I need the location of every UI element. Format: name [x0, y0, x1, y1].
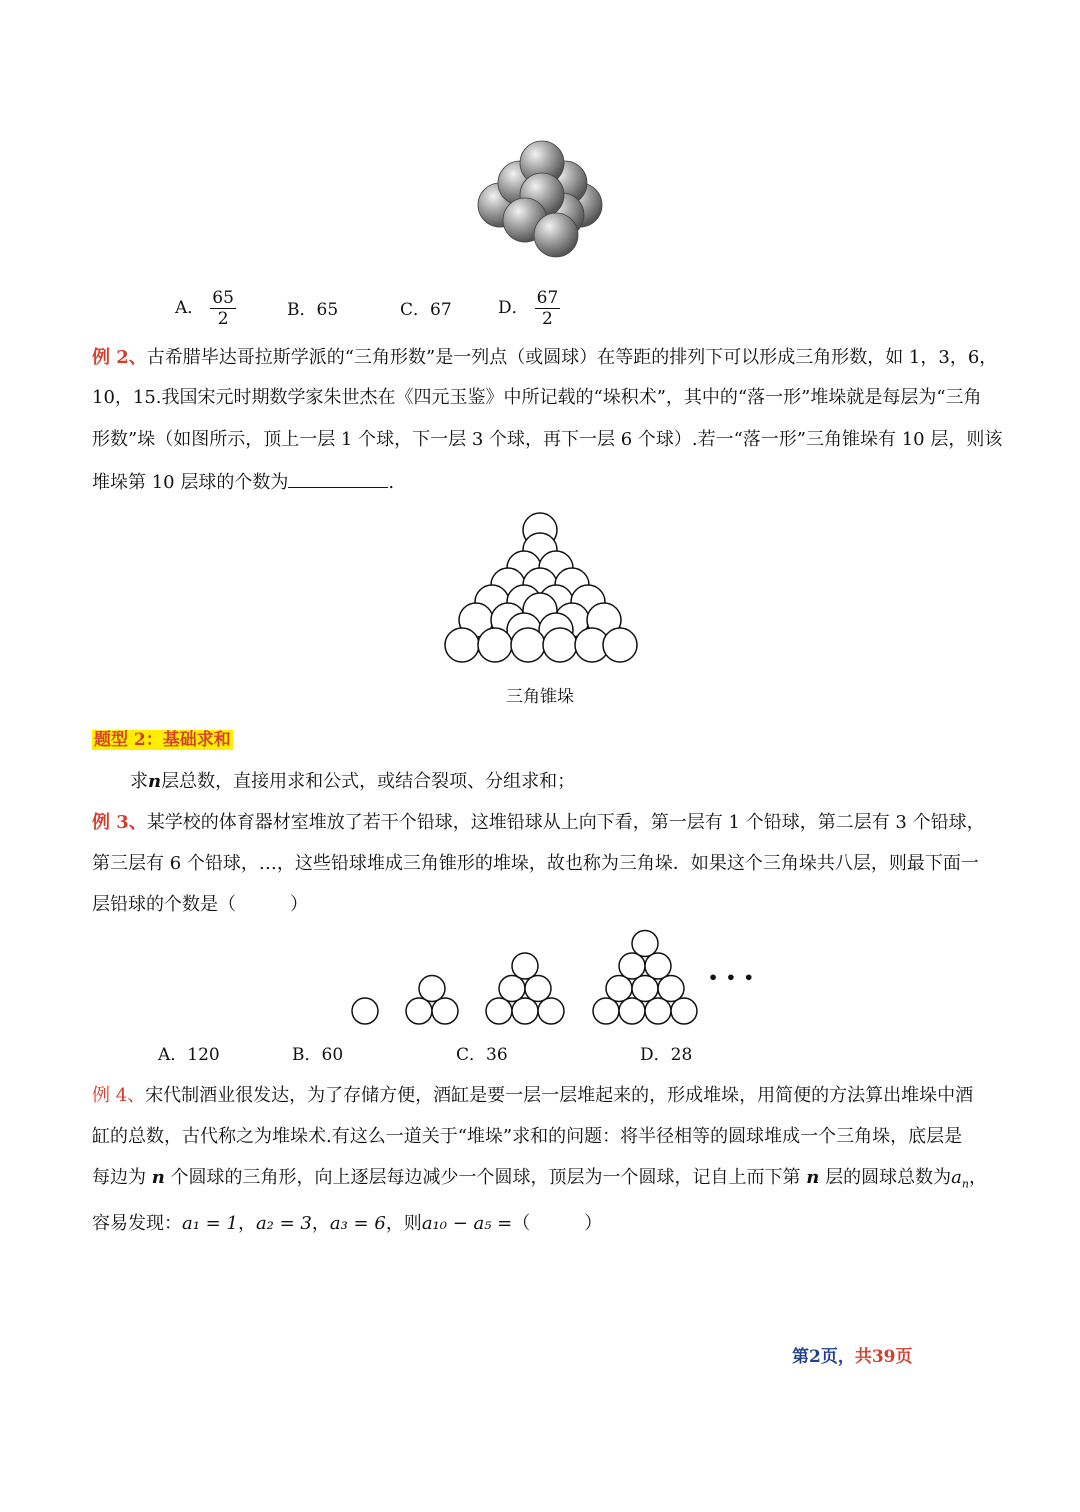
stack-ball — [632, 931, 658, 957]
section2-title: 题型 2：基础求和 — [94, 730, 231, 750]
stack-ball — [645, 998, 671, 1024]
q3-option-a: A．120 — [158, 1045, 220, 1065]
triangular-pile-figure — [440, 510, 640, 685]
stack-ball — [619, 953, 645, 979]
page-footer: 第2页，共39页 — [792, 1347, 913, 1367]
stack-ball — [525, 976, 551, 1002]
stack-ball — [632, 976, 658, 1002]
q1-option-a — [175, 288, 236, 329]
top-ball-pyramid-figure — [470, 135, 615, 260]
stack-ball — [512, 998, 538, 1024]
example3-line3: 层铅球的个数是（ ） — [92, 894, 308, 915]
answer-blank[interactable] — [288, 469, 388, 488]
stack-ball — [645, 953, 671, 979]
example2-line2: 10，15.我国宋元时期数学家朱世杰在《四元玉鉴》中所记载的“垛积术”，其中的“落一形”堆垛就是每层为“三角 — [92, 387, 982, 408]
stack-ball — [432, 998, 458, 1024]
stack-ball — [671, 998, 697, 1024]
stack-ball — [499, 976, 525, 1002]
stack-ball — [352, 998, 378, 1024]
stack-ball — [619, 998, 645, 1024]
stack-ball — [606, 976, 632, 1002]
stack-ball — [406, 998, 432, 1024]
example2-line4: 堆垛第 10 层球的个数为 . — [92, 469, 394, 495]
example4-line2: 缸的总数，古代称之为堆垛术.有这么一道关于“堆垛”求和的问题：将半径相等的圆球堆成一个三角垛，底层是 — [92, 1126, 963, 1147]
stack-ball — [658, 976, 684, 1002]
q1-option-b — [287, 299, 338, 321]
q1-option-c-value: 67 — [430, 300, 452, 320]
q3-option-b: B．60 — [292, 1045, 344, 1065]
pile-ball — [511, 628, 545, 662]
q1-option-c — [400, 299, 452, 321]
pile-ball — [445, 628, 479, 662]
stack-ball — [593, 998, 619, 1024]
q1-option-d-label: D． — [498, 298, 529, 318]
pile-ball — [543, 628, 577, 662]
example4-line3: 每边为 n 个圆球的三角形，向上逐层每边减少一个圆球，顶层为一个圆球，记自上而下第 n 层的圆球总数为$a_n$， — [92, 1167, 987, 1191]
example4-line4: 容易发现：a₁ = 1，a₂ = 3，a₃ = 6，则a₁₀ − a₅ =（ ） — [92, 1213, 603, 1234]
section2-desc: 求n层总数，直接用求和公式，或结合裂项、分组求和； — [130, 771, 576, 792]
stack-ball — [419, 976, 445, 1002]
q1-option-d-fraction: $\frac{67}{2}$ — [536, 288, 559, 329]
example3-line1: 例 3、某学校的体育器材室堆放了若干个铅球，这堆铅球从上向下看，第一层有 1 个铅球，第二层有 3 个铅球， — [92, 812, 985, 833]
q1-option-b-value: 65 — [316, 300, 339, 320]
example4-line1: 例 4、宋代制酒业很发达，为了存储方便，酒缸是要一层一层堆起来的，形成堆垛，用简便的方法算出堆垛中酒 — [92, 1085, 974, 1106]
q3-option-c: C．36 — [456, 1045, 508, 1065]
stack-ball — [486, 998, 512, 1024]
pile-ball — [603, 628, 637, 662]
q1-option-b-label: B． — [287, 300, 317, 320]
q1-option-a-label: A． — [175, 298, 205, 318]
example4-tag: 例 4、 — [92, 1085, 146, 1106]
example2-tag: 例 2、 — [92, 347, 147, 368]
q1-option-a-fraction: $\frac{65}{2}$ — [212, 288, 234, 329]
q3-option-d: D．28 — [640, 1045, 693, 1065]
q1-option-c-label: C． — [400, 300, 431, 320]
example3-tag: 例 3、 — [92, 812, 147, 833]
q1-option-d — [498, 288, 560, 329]
stack-ball — [512, 953, 538, 979]
stack-ball — [538, 998, 564, 1024]
stacks-figure — [345, 925, 705, 1030]
figure-caption: 三角锥垛 — [506, 687, 574, 707]
example2-line3: 形数”垛（如图所示，顶上一层 1 个球，下一层 3 个球，再下一层 6 个球）.若一“落一形”三角锥垛有 10 层，则该 — [92, 429, 1003, 450]
stacks-ellipsis: • • • — [708, 968, 755, 987]
example3-line2: 第三层有 6 个铅球，…，这些铅球堆成三角锥形的堆垛，故也称为三角垛．如果这个三角垛共八层，则最下面一 — [92, 853, 979, 874]
pile-ball — [478, 628, 512, 662]
example2-line1: 例 2、古希腊毕达哥拉斯学派的“三角形数”是一列点（或圆球）在等距的排列下可以形成三角形数，如 1，3，6， — [92, 347, 998, 368]
